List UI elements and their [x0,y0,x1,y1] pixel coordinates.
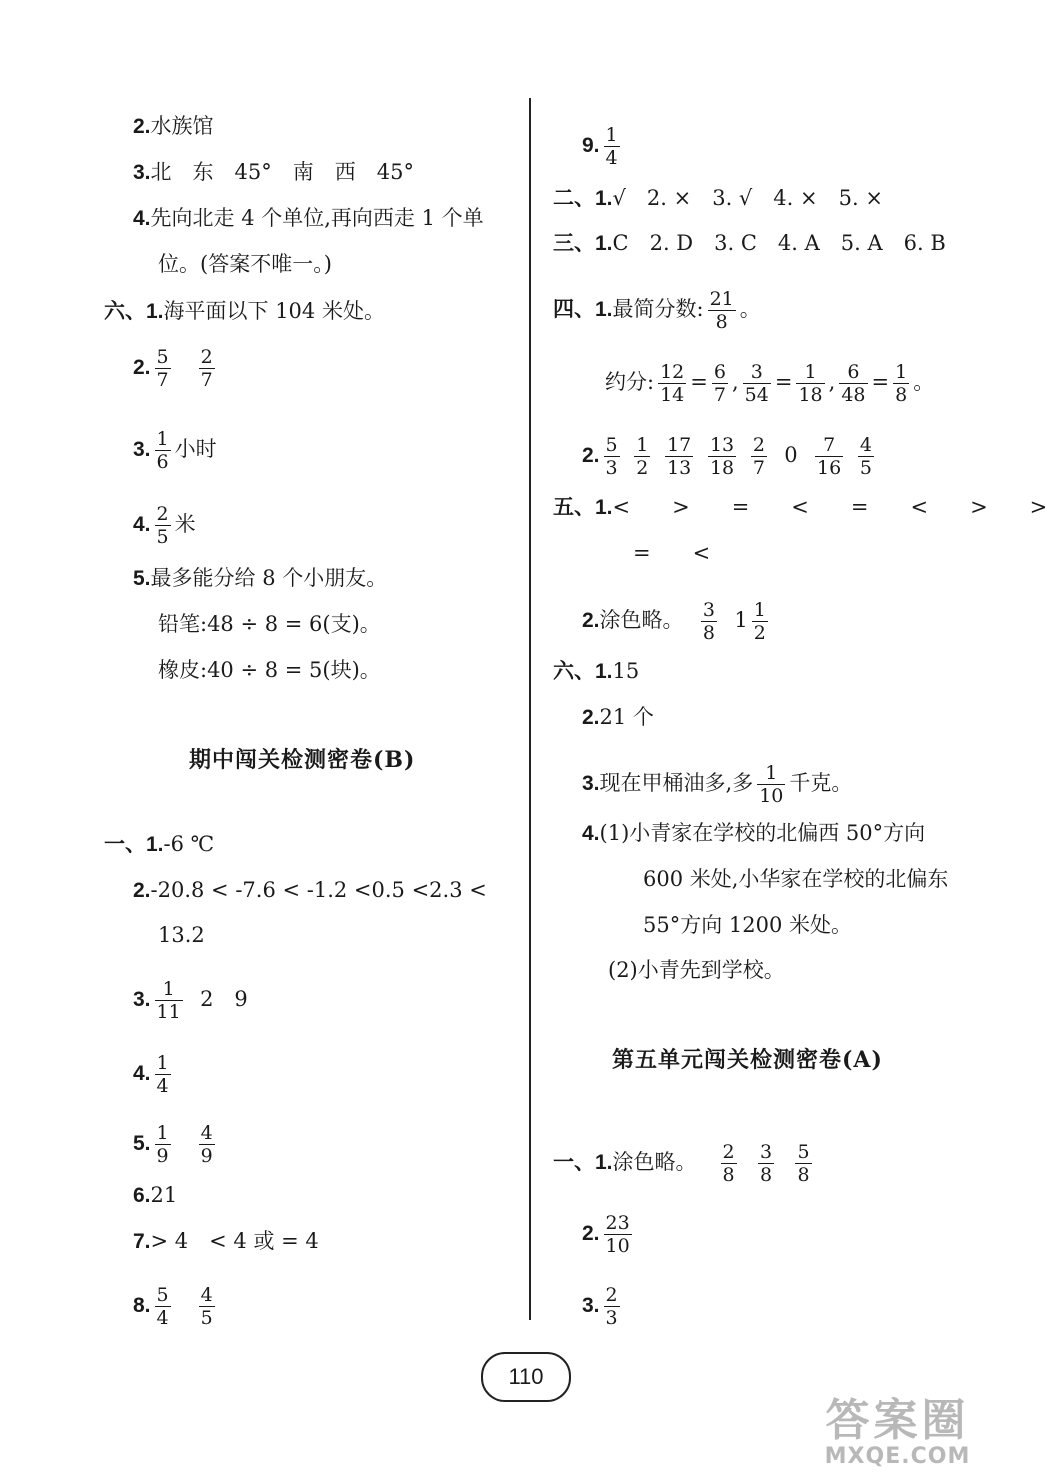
fraction: $\frac{1}{10}$ [759,762,784,807]
left-6-item-2: 2. $\frac{5}{7}$ $\frac{2}{7}$ [133,346,213,391]
right-6-item-4-part2: (2)小青先到学校。 [608,958,785,982]
watermark-text: 答案圈 [825,1395,970,1446]
fraction: $\frac{1}{11}$ [156,978,181,1023]
right-u-item-2: 2. $\frac{23}{10}$ [582,1212,630,1257]
left-1-item-2-cont: 13.2 [158,923,205,947]
right-6-item-4-line2: 600 米处,小华家在学校的北偏东 [643,867,949,891]
fraction: $\frac{5}{7}$ [156,346,169,391]
fraction: $\frac{2}{5}$ [156,503,169,548]
left-6-item-5-pencil: 铅笔:48 ÷ 8 = 6(支)。 [158,612,381,636]
left-1-item-3: 3. $\frac{1}{11}$ 2 9 [133,978,248,1023]
left-1-item-6: 6.21 [133,1183,178,1207]
watermark-logo [805,1395,990,1476]
fraction: $\frac{21}{8}$ [709,288,734,333]
fraction: $\frac{5}{4}$ [156,1284,169,1329]
right-section-2: 二、1.√ 2. × 3. √ 4. × 5. × [553,186,883,210]
fraction: $\frac{7}{16}$ [817,434,842,479]
fraction: $\frac{4}{5}$ [200,1284,213,1329]
page-number: 110 [481,1352,571,1402]
fraction: $\frac{3}{8}$ [760,1141,773,1186]
right-6-item-4: 4.(1)小青家在学校的北偏西 50°方向 [582,821,926,845]
fraction: $\frac{6}{7}$ [713,361,726,406]
left-1-item-8: 8. $\frac{5}{4}$ $\frac{4}{5}$ [133,1284,213,1329]
left-item-2: 2.水族馆 [133,114,214,138]
right-u-section-1: 一、1.涂色略。 $\frac{2}{8}$ $\frac{3}{8}$ $\frac{5}{8}$ [553,1141,810,1186]
right-6-item-2: 2.21 个 [582,705,654,729]
fraction: $\frac{1}{2}$ [753,599,766,644]
right-section-4: 四、1.最简分数: $\frac{21}{8}$ 。 [553,288,761,333]
right-6-item-4-line3: 55°方向 1200 米处。 [643,913,853,937]
left-1-item-4: 4. $\frac{1}{4}$ [133,1052,169,1097]
left-6-item-4: 4. $\frac{2}{5}$ 米 [133,503,196,548]
left-6-item-5: 5.最多能分给 8 个小朋友。 [133,566,388,590]
fraction: $\frac{2}{3}$ [605,1284,618,1329]
fraction: $\frac{1}{6}$ [156,428,169,473]
fraction: $\frac{17}{13}$ [667,434,692,479]
fraction: $\frac{23}{10}$ [605,1212,630,1257]
left-6-item-5-eraser: 橡皮:40 ÷ 8 = 5(块)。 [158,658,381,682]
fraction: $\frac{12}{14}$ [660,361,685,406]
fraction: $\frac{2}{7}$ [752,434,765,479]
section-title-midterm-b: 期中闯关检测密卷(B) [189,747,416,773]
fraction: $\frac{6}{48}$ [841,361,866,406]
fraction: $\frac{3}{8}$ [702,599,715,644]
fraction: $\frac{3}{54}$ [744,361,769,406]
left-item-3: 3.北 东 45° 南 西 45° [133,160,414,184]
left-section-1: 一、1.-6 ℃ [104,832,215,856]
left-6-item-3: 3. $\frac{1}{6}$ 小时 [133,428,217,473]
watermark-url: MXQE.COM [824,1444,971,1469]
right-section-5-cont: = < [633,541,711,565]
left-item-4: 4.先向北走 4 个单位,再向西走 1 个单 [133,206,484,230]
fraction: $\frac{1}{2}$ [636,434,649,479]
fraction: $\frac{1}{9}$ [156,1122,169,1167]
left-1-item-7: 7.> 4 < 4 或 = 4 [133,1229,319,1253]
right-4-reduce: 约分: $\frac{12}{14}$ = $\frac{6}{7}$ , $\frac{3}{54}$ = $\frac{1}{18}$ , $\frac{6}{48}$ = $\frac{1}{8}$ 。 [605,361,935,406]
column-divider [529,98,531,1320]
fraction: $\frac{1}{18}$ [798,361,823,406]
left-1-item-5: 5. $\frac{1}{9}$ $\frac{4}{9}$ [133,1122,213,1167]
fraction: $\frac{13}{18}$ [709,434,735,479]
right-section-6: 六、1.15 [553,659,640,683]
fraction: $\frac{1}{8}$ [895,361,908,406]
left-item-4-cont: 位。(答案不唯一。) [158,252,332,276]
section-title-unit5-a: 第五单元闯关检测密卷(A) [612,1047,883,1073]
fraction: $\frac{1}{4}$ [605,124,618,169]
fraction: $\frac{1}{4}$ [156,1052,169,1097]
fraction: $\frac{5}{3}$ [605,434,618,479]
fraction: $\frac{4}{5}$ [859,434,872,479]
fraction: $\frac{2}{7}$ [200,346,213,391]
right-4-item-2: 2. $\frac{5}{3}$ $\frac{1}{2}$ $\frac{17}{13}$ $\frac{13}{18}$ $\frac{2}{7}$ 0 $\frac{7}{16}$ $\frac{4}{5}$ [582,434,872,479]
left-1-item-2: 2.-20.8 < -7.6 < -1.2 <0.5 <2.3 < [133,878,487,902]
right-5-item-2: 2.涂色略。 $\frac{3}{8}$ 1 $\frac{1}{2}$ [582,599,766,644]
right-section-5: 五、1.< > = < = < > > [553,495,1047,519]
fraction: $\frac{5}{8}$ [797,1141,810,1186]
right-item-9: 9. $\frac{1}{4}$ [582,124,618,169]
right-section-3: 三、1.C 2. D 3. C 4. A 5. A 6. B [553,231,946,255]
fraction: $\frac{4}{9}$ [200,1122,213,1167]
right-u-item-3: 3. $\frac{2}{3}$ [582,1284,618,1329]
right-6-item-3: 3.现在甲桶油多,多 $\frac{1}{10}$ 千克。 [582,762,853,807]
left-section-6: 六、1.海平面以下 104 米处。 [104,299,385,323]
fraction: $\frac{2}{8}$ [722,1141,735,1186]
